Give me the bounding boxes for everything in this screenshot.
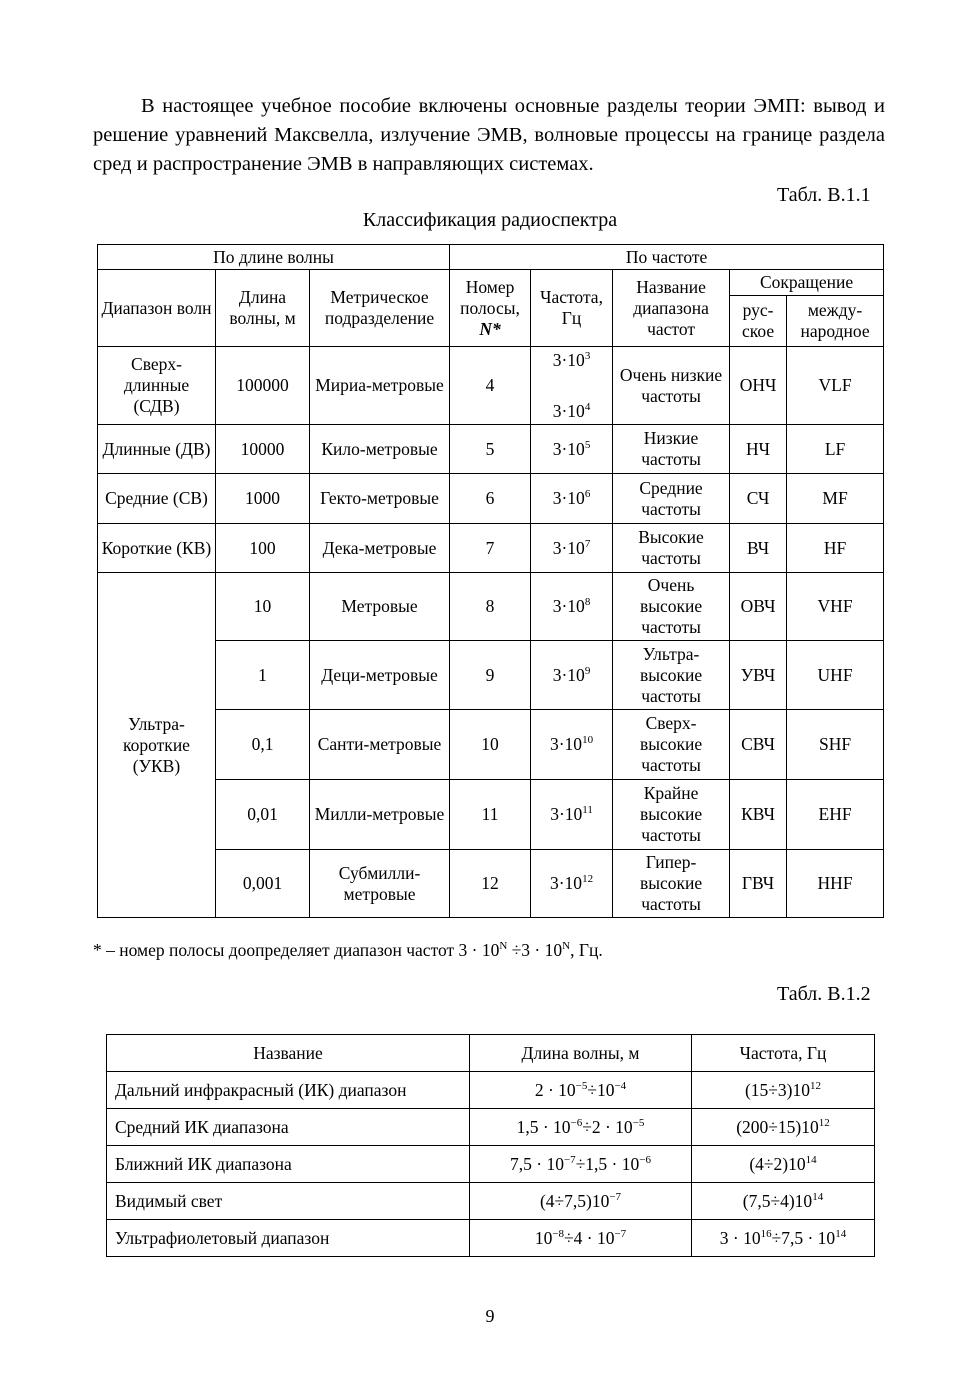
footnote-text: ÷3 · 10 [507, 940, 563, 960]
frequency-base: 3·10 [552, 488, 585, 508]
wavelength-cell [470, 1072, 692, 1109]
frequency-exponent: 3 [584, 349, 591, 362]
value-part: ÷7,5 · 10 [771, 1227, 836, 1248]
table-row [107, 1072, 875, 1109]
band-cell: Средние (СВ) [98, 474, 216, 524]
frequency-cell [692, 1220, 875, 1257]
length-cell: 10000 [216, 425, 310, 474]
name-cell: Гипер-высокие частоты [613, 850, 730, 918]
table-row [98, 710, 884, 780]
frequency-cell [531, 347, 613, 425]
frequency-base: 3·10 [552, 537, 585, 558]
frequency-cell [531, 524, 613, 573]
table-row [98, 474, 884, 524]
name-cell: Ультрафиолетовый диапазон [107, 1220, 470, 1257]
header-metric: Метрическое подразделение [310, 270, 450, 347]
number-cell: 4 [450, 347, 531, 425]
intro-paragraph: В настоящее учебное пособие включены основные разделы теории ЭМП: вывод и решение уравнений Максвелла, излучение ЭМВ, волновые процессы на границе раздела сред и распространение ЭМВ в направляющих системах. [93, 95, 885, 175]
value-part: (7,5÷4)10 [742, 1190, 813, 1211]
abbr-intl-cell: HHF [787, 850, 884, 918]
value-exponent: −7 [614, 1227, 627, 1240]
optical-ranges-table [106, 1034, 875, 1257]
value-part: ÷4 · 10 [564, 1227, 615, 1248]
table-row [98, 425, 884, 474]
metric-cell: Деци-метровые [310, 641, 450, 710]
header-number-symbol: N* [479, 318, 501, 339]
frequency-cell [692, 1183, 875, 1220]
frequency-base: 3·10 [552, 596, 585, 616]
header-number [450, 270, 531, 347]
header-abbreviation: Сокращение [730, 270, 884, 296]
frequency-cell [531, 780, 613, 850]
band-cell: Короткие (КВ) [98, 524, 216, 573]
header-abbr-russian: рус-ское [730, 296, 787, 347]
length-cell: 100000 [216, 347, 310, 425]
table1-title: Классификация радиоспектра [362, 209, 618, 231]
abbr-intl-cell: VHF [787, 573, 884, 641]
value-part: 3 · 10 [719, 1227, 761, 1248]
value-part: 2 · 10 [534, 1079, 576, 1100]
abbr-intl-cell: SHF [787, 710, 884, 780]
header-length: Длина волны, м [216, 270, 310, 347]
frequency-cell [692, 1146, 875, 1183]
abbr-ru-cell: КВЧ [730, 780, 787, 850]
name-cell: Ближний ИК диапазона [107, 1146, 470, 1183]
value-part: (4÷7,5)10 [539, 1190, 610, 1211]
frequency-cell [531, 710, 613, 780]
length-cell: 1 [216, 641, 310, 710]
frequency-base: 3·10 [549, 734, 583, 754]
footnote-exponent: N [562, 940, 571, 953]
metric-cell: Санти-метровые [310, 710, 450, 780]
band-cell: Сверх-длинные (СДВ) [98, 347, 216, 425]
value-exponent: −4 [614, 1079, 627, 1092]
metric-cell: Милли-метровые [310, 780, 450, 850]
footnote [93, 940, 603, 961]
header-number-label: Номер полосы, [460, 276, 520, 318]
frequency-exponent: 10 [582, 734, 594, 747]
frequency-base: 3·10 [552, 349, 585, 370]
frequency-cell [531, 641, 613, 710]
value-exponent: 12 [810, 1079, 821, 1092]
frequency-cell [531, 850, 613, 918]
frequency-base: 3·10 [550, 804, 583, 824]
abbr-ru-cell: ОНЧ [730, 347, 787, 425]
abbr-ru-cell: ОВЧ [730, 573, 787, 641]
frequency-base: 3·10 [552, 438, 585, 459]
metric-cell: Мириа-метровые [310, 347, 450, 425]
name-cell: Средние частоты [613, 474, 730, 524]
length-cell: 10 [216, 573, 310, 641]
value-part: 1,5 · 10 [516, 1116, 571, 1137]
number-cell: 9 [450, 641, 531, 710]
abbr-ru-cell: НЧ [730, 425, 787, 474]
header-frequency: Частота, Гц [531, 270, 613, 347]
value-part: 10 [534, 1227, 553, 1248]
abbr-ru-cell: СВЧ [730, 710, 787, 780]
abbr-intl-cell: MF [787, 474, 884, 524]
number-cell: 8 [450, 573, 531, 641]
header-frequency: Частота, Гц [692, 1035, 875, 1072]
abbr-ru-cell: ВЧ [730, 524, 787, 573]
table-row [107, 1109, 875, 1146]
value-exponent: 16 [760, 1227, 772, 1240]
value-exponent: 14 [812, 1190, 824, 1203]
metric-cell: Субмилли-метровые [310, 850, 450, 918]
value-part: ÷2 · 10 [582, 1116, 633, 1137]
frequency-exponent: 7 [584, 537, 591, 550]
abbr-intl-cell: VLF [787, 347, 884, 425]
abbr-intl-cell: UHF [787, 641, 884, 710]
footnote-exponent: N [499, 940, 508, 953]
frequency-cell [692, 1109, 875, 1146]
value-part: ÷1,5 · 10 [575, 1153, 640, 1174]
page-number: 9 [485, 1306, 495, 1326]
value-exponent: 14 [835, 1227, 847, 1240]
frequency-base: 3·10 [549, 873, 583, 893]
value-exponent: −7 [563, 1153, 576, 1166]
frequency-exponent: 4 [584, 400, 591, 413]
frequency-exponent: 6 [584, 488, 591, 501]
value-exponent: −7 [609, 1190, 622, 1203]
number-cell: 6 [450, 474, 531, 524]
abbr-intl-cell: EHF [787, 780, 884, 850]
table-row [98, 347, 884, 425]
table-row [98, 573, 884, 641]
value-exponent: 12 [818, 1116, 830, 1129]
wavelength-cell [470, 1109, 692, 1146]
table-row [98, 850, 884, 918]
frequency-cell [531, 474, 613, 524]
length-cell: 100 [216, 524, 310, 573]
metric-cell: Дека-метровые [310, 524, 450, 573]
value-exponent: 14 [805, 1153, 817, 1166]
radio-spectrum-table [97, 244, 884, 918]
value-part: 7,5 · 10 [510, 1153, 564, 1174]
name-cell: Видимый свет [107, 1183, 470, 1220]
abbr-ru-cell: УВЧ [730, 641, 787, 710]
name-cell: Ультра-высокие частоты [613, 641, 730, 710]
length-cell: 0,1 [216, 710, 310, 780]
wavelength-cell [470, 1220, 692, 1257]
wavelength-cell [470, 1146, 692, 1183]
footnote-text: , Гц. [570, 940, 603, 960]
value-exponent: −8 [552, 1227, 565, 1240]
name-cell: Очень высокие частоты [613, 573, 730, 641]
number-cell: 5 [450, 425, 531, 474]
frequency-exponent: 11 [582, 804, 593, 817]
frequency-exponent: 12 [582, 873, 594, 886]
frequency-exponent: 8 [584, 596, 591, 609]
header-name: Название [107, 1035, 470, 1072]
table-row [107, 1146, 875, 1183]
length-cell: 1000 [216, 474, 310, 524]
value-exponent: −5 [575, 1079, 588, 1092]
value-part: (200÷15)10 [736, 1116, 819, 1137]
name-cell: Сверх-высокие частоты [613, 710, 730, 780]
table-row [107, 1220, 875, 1257]
name-cell: Низкие частоты [613, 425, 730, 474]
frequency-cell [531, 425, 613, 474]
number-cell: 11 [450, 780, 531, 850]
table-row [107, 1183, 875, 1220]
name-cell: Дальний инфракрасный (ИК) диапазон [107, 1072, 470, 1109]
table-row [98, 524, 884, 573]
header-abbr-international: между-народное [787, 296, 884, 347]
name-cell: Крайне высокие частоты [613, 780, 730, 850]
metric-cell: Кило-метровые [310, 425, 450, 474]
group-header-wavelength: По длине волны [98, 245, 450, 270]
value-exponent: −5 [632, 1116, 645, 1129]
value-part: ÷10 [587, 1079, 615, 1100]
number-cell: 7 [450, 524, 531, 573]
table-row [98, 641, 884, 710]
header-band: Диапазон волн [98, 270, 216, 347]
length-cell: 0,001 [216, 850, 310, 918]
abbr-intl-cell: HF [787, 524, 884, 573]
table1-caption: Табл. В.1.1 [777, 184, 871, 206]
metric-cell: Метровые [310, 573, 450, 641]
frequency-cell [692, 1072, 875, 1109]
band-cell: Длинные (ДВ) [98, 425, 216, 474]
header-name: Название диапазона частот [613, 270, 730, 347]
name-cell: Высокие частоты [613, 524, 730, 573]
frequency-base: 3·10 [552, 400, 585, 421]
group-header-frequency: По частоте [450, 245, 884, 270]
frequency-exponent: 5 [584, 438, 591, 451]
number-cell: 12 [450, 850, 531, 918]
value-part: (15÷3)10 [744, 1079, 810, 1100]
wavelength-cell [470, 1183, 692, 1220]
frequency-base: 3·10 [552, 664, 585, 685]
value-exponent: −6 [570, 1116, 583, 1129]
header-wavelength: Длина волны, м [470, 1035, 692, 1072]
abbr-intl-cell: LF [787, 425, 884, 474]
table2-caption: Табл. В.1.2 [777, 983, 871, 1005]
frequency-exponent: 9 [584, 664, 591, 677]
frequency-cell [531, 573, 613, 641]
band-cell: Ультра-короткие (УКВ) [98, 573, 216, 918]
name-cell: Очень низкие частоты [613, 347, 730, 425]
name-cell: Средний ИК диапазона [107, 1109, 470, 1146]
footnote-text: * – номер полосы доопределяет диапазон частот 3 · 10 [93, 940, 500, 960]
abbr-ru-cell: ГВЧ [730, 850, 787, 918]
value-part: (4÷2)10 [749, 1153, 806, 1174]
table-row [98, 780, 884, 850]
length-cell: 0,01 [216, 780, 310, 850]
number-cell: 10 [450, 710, 531, 780]
value-exponent: −6 [639, 1153, 651, 1166]
abbr-ru-cell: СЧ [730, 474, 787, 524]
metric-cell: Гекто-метровые [310, 474, 450, 524]
